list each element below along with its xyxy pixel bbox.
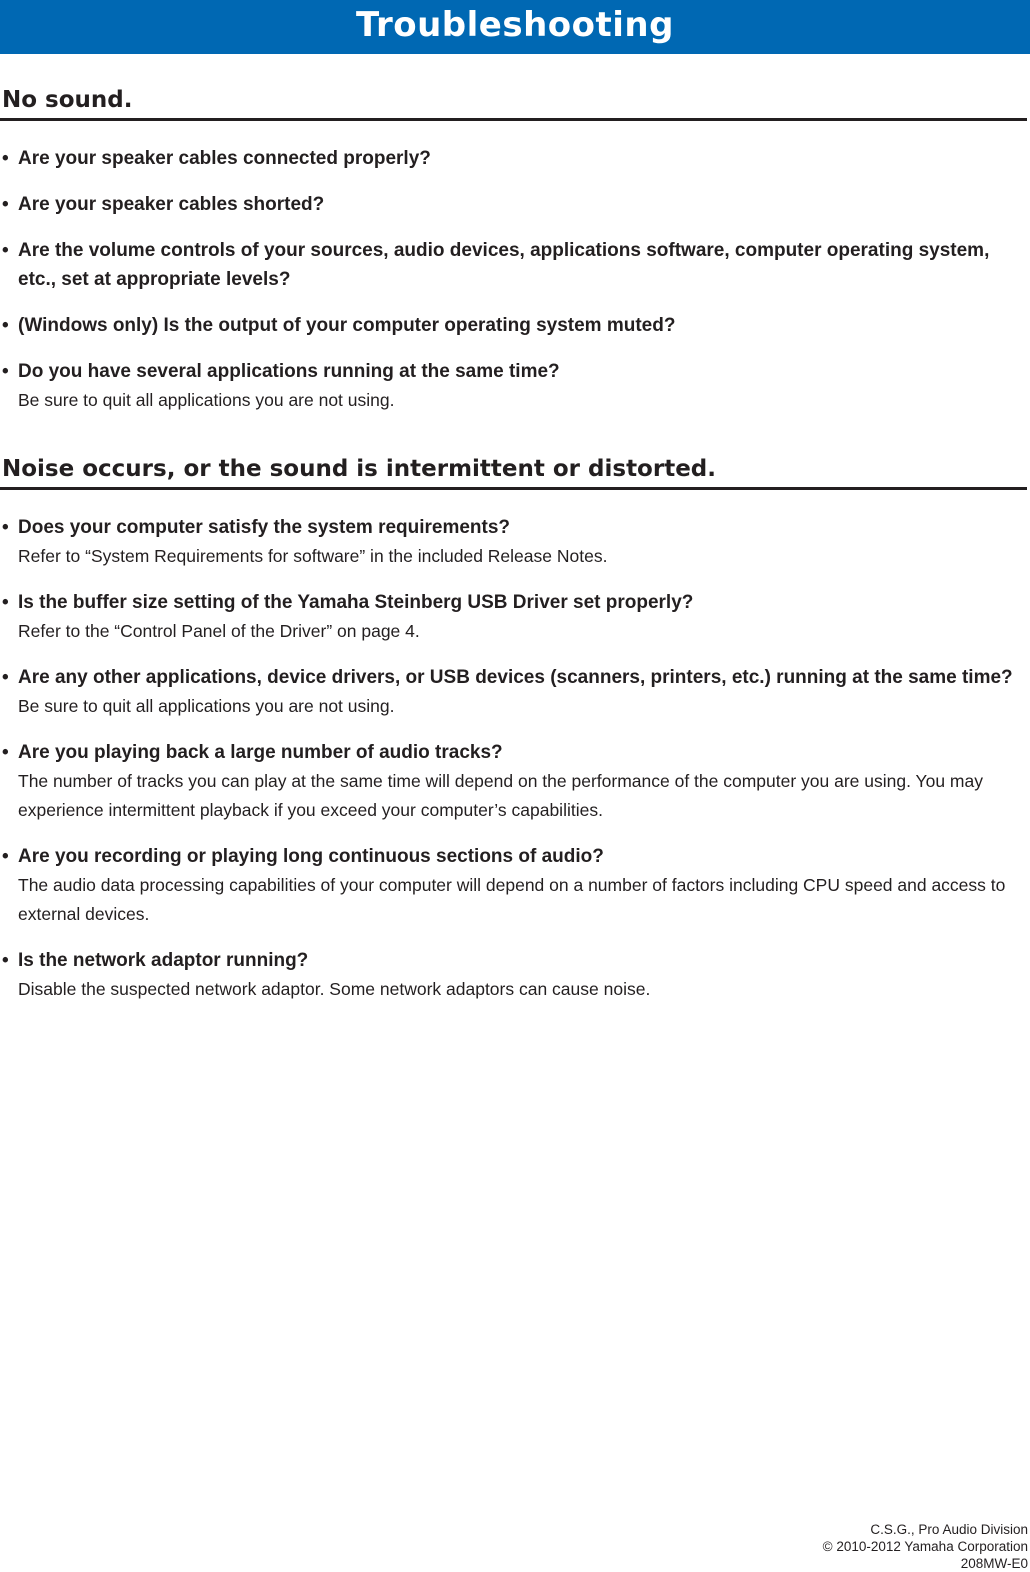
question-text: Are your speaker cables connected properly? — [18, 148, 431, 169]
question-text: Does your computer satisfy the system requirements? — [18, 517, 511, 538]
question-text: Are any other applications, device drivers, or USB devices (scanners, printers, etc.) running at the same time? — [18, 667, 1013, 688]
question-text: Are you playing back a large number of audio tracks? — [18, 742, 503, 763]
question-text: Are you recording or playing long continuous sections of audio? — [18, 846, 604, 867]
footer-copyright: © 2010-2012 Yamaha Corporation — [822, 1539, 1028, 1554]
answer-text: The audio data processing capabilities of your computer will depend on a number of factors including CPU speed and access to external devices. — [18, 875, 1006, 924]
answer-text: The number of tracks you can play at the same time will depend on the performance of the computer you are using. You may experience intermittent playback if you exceed your computer’s capabilities. — [18, 771, 983, 820]
section-divider — [0, 487, 1027, 490]
bullet-icon: • — [2, 742, 9, 763]
list-item — [0, 236, 1027, 294]
page-title: Troubleshooting — [356, 5, 674, 45]
bullet-icon: • — [2, 667, 9, 688]
page-footer — [823, 1521, 1028, 1572]
bullet-icon: • — [2, 361, 9, 382]
answer-text: Be sure to quit all applications you are not using. — [18, 696, 395, 716]
section-noise — [0, 455, 1027, 1004]
list-item — [0, 357, 1027, 415]
answer-text: Refer to “System Requirements for software” in the included Release Notes. — [18, 546, 608, 566]
bullet-icon: • — [2, 517, 9, 538]
question-text: Are the volume controls of your sources, audio devices, applications software, computer operating system, etc., set at appropriate levels? — [18, 240, 990, 290]
footer-code: 208MW-E0 — [960, 1556, 1028, 1571]
answer-text: Refer to the “Control Panel of the Driver” on page 4. — [18, 621, 420, 641]
checklist — [0, 144, 1027, 415]
list-item — [0, 663, 1027, 721]
list-item — [0, 513, 1027, 571]
section-no-sound — [0, 86, 1027, 415]
question-text: (Windows only) Is the output of your computer operating system muted? — [18, 315, 676, 336]
bullet-icon: • — [2, 148, 9, 169]
answer-text: Be sure to quit all applications you are not using. — [18, 390, 395, 410]
bullet-icon: • — [2, 950, 9, 971]
title-banner — [0, 0, 1030, 54]
bullet-icon: • — [2, 592, 9, 613]
list-item — [0, 588, 1027, 646]
section-heading: Noise occurs, or the sound is intermittent or distorted. — [2, 456, 716, 482]
bullet-icon: • — [2, 194, 9, 215]
question-text: Do you have several applications running at the same time? — [18, 361, 560, 382]
footer-division: C.S.G., Pro Audio Division — [870, 1522, 1028, 1537]
section-heading: No sound. — [2, 87, 133, 113]
section-divider — [0, 118, 1027, 121]
bullet-icon: • — [2, 240, 9, 261]
list-item — [0, 190, 1027, 219]
list-item — [0, 738, 1027, 825]
bullet-icon: • — [2, 846, 9, 867]
bullet-icon: • — [2, 315, 9, 336]
list-item — [0, 946, 1027, 1004]
list-item — [0, 144, 1027, 173]
question-text: Is the buffer size setting of the Yamaha Steinberg USB Driver set properly? — [18, 592, 694, 613]
answer-text: Disable the suspected network adaptor. Some network adaptors can cause noise. — [18, 979, 651, 999]
question-text: Is the network adaptor running? — [18, 950, 309, 971]
list-item — [0, 842, 1027, 929]
question-text: Are your speaker cables shorted? — [18, 194, 325, 215]
checklist — [0, 513, 1027, 1004]
list-item — [0, 311, 1027, 340]
